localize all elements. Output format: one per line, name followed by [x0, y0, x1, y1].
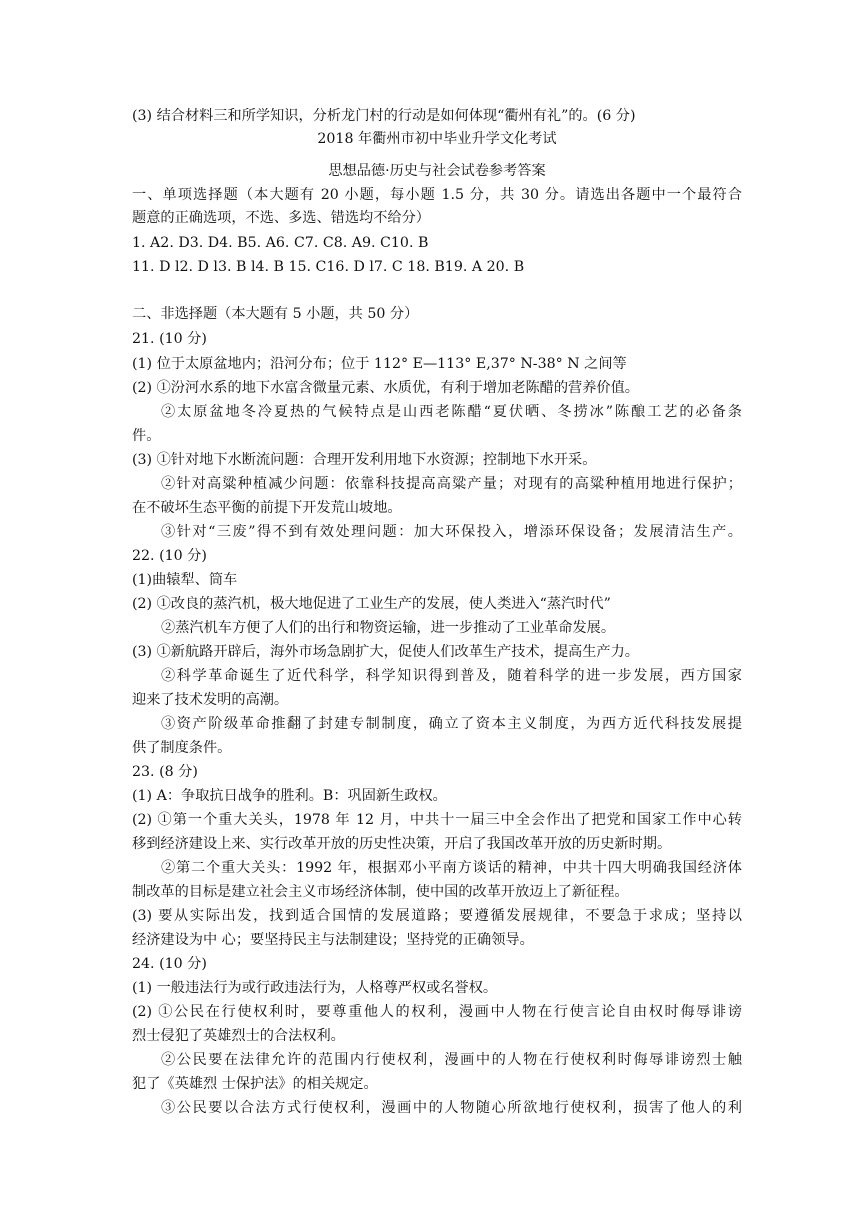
choice-answers-1-10: 1. A2. D3. D4. B5. A6. C7. C8. A9. C10. B	[132, 235, 429, 251]
answer-line: ③资产阶级革命推翻了封建专制制度，确立了资本主义制度，为西方近代科技发展提	[161, 716, 742, 732]
answer-line: (2) ①第一个重大关头，1978 年 12 月，中共十一届三中全会作出了把党和国家工作中心转	[132, 812, 742, 828]
answer-key-title: 思想品德·历史与社会试卷参考答案	[328, 163, 546, 179]
exam-title: 2018 年衢州市初中毕业升学文化考试	[317, 131, 557, 147]
answer-line: (1) 一般违法行为或行政违法行为，人格尊严权或名誉权。	[132, 980, 498, 996]
answer-line: (3) ①新航路开辟后，海外市场急剧扩大，促使人们改革生产技术，提高生产力。	[132, 644, 639, 660]
section-1-heading-cont: 题意的正确选项，不选、多选、错选均不给分）	[132, 210, 430, 226]
answer-line: 经济建设为中 心；要坚持民主与法制建设；坚持党的正确领导。	[132, 932, 534, 948]
question-3-material-line: (3) 结合材料三和所学知识，分析龙门村的行动是如何体现“衢州有礼”的。(6 分)	[132, 108, 636, 124]
answer-line: ②科学革命诞生了近代科学，科学知识得到普及，随着科学的进一步发展，西方国家	[161, 668, 742, 684]
answer-line: (3) 要从实际出发，找到适合国情的发展道路；要遵循发展规律，不要急于求成；坚持以	[132, 908, 742, 924]
section-2-heading: 二、非选择题（本大题有 5 小题，共 50 分）	[132, 306, 419, 322]
answer-line: (2) ①公民在行使权利时，要尊重他人的权利，漫画中人物在行使言论自由权时侮辱诽谤	[132, 1004, 742, 1020]
question-21-heading: 21. (10 分)	[132, 331, 207, 347]
answer-line: 供了制度条件。	[132, 740, 232, 756]
answer-line: ②第二个重大关头：1992 年，根据邓小平南方谈话的精神，中共十四大明确我国经济体	[161, 860, 742, 876]
answer-line: (1) A：争取抗日战争的胜利。B：巩固新生政权。	[132, 788, 447, 804]
answer-line: ②太原盆地冬冷夏热的气候特点是山西老陈醋“夏伏晒、冬捞冰”陈酿工艺的必备条	[161, 404, 742, 420]
answer-line: ②针对高粱种植减少问题：依靠科技提高高粱产量；对现有的高粱种植用地进行保护；	[161, 476, 742, 492]
answer-line: (2) ①改良的蒸汽机，极大地促进了工业生产的发展，使人类进入“蒸汽时代”	[132, 596, 611, 612]
answer-line: 犯了《英雄烈 士保护法》的相关规定。	[132, 1076, 378, 1092]
question-24-heading: 24. (10 分)	[132, 956, 207, 972]
answer-line: ③针对“三废”得不到有效处理问题：加大环保投入，增添环保设备；发展清洁生产。	[161, 524, 742, 540]
answer-line: (1) 位于太原盆地内；沿河分布；位于 112° E—113° E,37° N-38° N 之间等	[132, 356, 627, 372]
answer-line: 烈士侵犯了英雄烈士的合法权利。	[132, 1028, 345, 1044]
question-22-heading: 22. (10 分)	[132, 548, 207, 564]
answer-line: 制改革的目标是建立社会主义市场经济体制，使中国的改革开放迈上了新征程。	[132, 884, 629, 900]
answer-line: (2) ①汾河水系的地下水富含微量元素、水质优，有利于增加老陈醋的营养价值。	[132, 380, 639, 396]
answer-line: 件。	[132, 428, 161, 444]
section-1-heading: 一、单项选择题（本大题有 20 小题，每小题 1.5 分，共 30 分。请选出各题中一个最符合	[132, 187, 742, 203]
answer-line: (1)曲辕犁、筒车	[132, 572, 238, 588]
answer-line: ②公民要在法律允许的范围内行使权利，漫画中的人物在行使权利时侮辱诽谤烈士触	[161, 1052, 742, 1068]
answer-line: 迎来了技术发明的高潮。	[132, 692, 289, 708]
answer-line: 移到经济建设上来、实行改革开放的历史性决策，开启了我国改革开放的历史新时期。	[132, 836, 672, 852]
answer-line: ②蒸汽机车方便了人们的出行和物资运输，进一步推动了工业革命发展。	[161, 620, 616, 636]
question-23-heading: 23. (8 分)	[132, 764, 198, 780]
answer-line: (3) ①针对地下水断流问题：合理开发利用地下水资源；控制地下水开采。	[132, 452, 597, 468]
answer-line: 在不破坏生态平衡的前提下开发荒山坡地。	[132, 500, 402, 516]
choice-answers-11-20: 11. D l2. D l3. B l4. B 15. C16. D l7. C 18. B19. A 20. B	[132, 259, 525, 275]
answer-line: ③公民要以合法方式行使权利，漫画中的人物随心所欲地行使权利，损害了他人的利	[161, 1100, 742, 1116]
